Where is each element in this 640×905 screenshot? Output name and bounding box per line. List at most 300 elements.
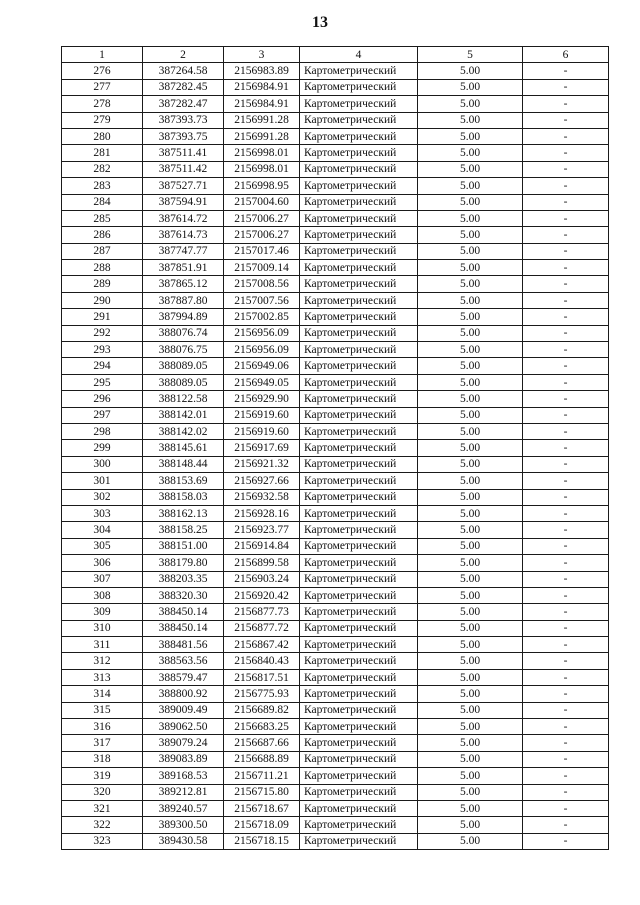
x-coordinate-cell: 388158.03 [143, 489, 224, 505]
x-coordinate-cell: 387511.42 [143, 161, 224, 177]
accuracy-cell: 5.00 [418, 637, 523, 653]
note-cell: - [523, 260, 609, 276]
table-row [62, 456, 609, 472]
table-row [62, 243, 609, 259]
x-coordinate-cell: 388481.56 [143, 637, 224, 653]
x-coordinate-cell: 388162.13 [143, 505, 224, 521]
method-cell: Картометрический [300, 243, 418, 259]
y-coordinate-cell: 2156949.05 [224, 374, 300, 390]
table-row [62, 423, 609, 439]
note-cell: - [523, 505, 609, 521]
method-cell: Картометрический [300, 686, 418, 702]
x-coordinate-cell: 388142.01 [143, 407, 224, 423]
point-number-cell: 289 [62, 276, 143, 292]
y-coordinate-cell: 2156867.42 [224, 637, 300, 653]
method-cell: Картометрический [300, 637, 418, 653]
method-cell: Картометрический [300, 227, 418, 243]
table-row [62, 79, 609, 95]
header-cell: 1 [62, 47, 143, 63]
method-cell: Картометрический [300, 374, 418, 390]
y-coordinate-cell: 2157008.56 [224, 276, 300, 292]
y-coordinate-cell: 2156877.73 [224, 604, 300, 620]
x-coordinate-cell: 388122.58 [143, 391, 224, 407]
accuracy-cell: 5.00 [418, 735, 523, 751]
accuracy-cell: 5.00 [418, 358, 523, 374]
note-cell: - [523, 79, 609, 95]
note-cell: - [523, 391, 609, 407]
accuracy-cell: 5.00 [418, 178, 523, 194]
note-cell: - [523, 620, 609, 636]
x-coordinate-cell: 388089.05 [143, 358, 224, 374]
x-coordinate-cell: 388320.30 [143, 587, 224, 603]
x-coordinate-cell: 387393.75 [143, 128, 224, 144]
note-cell: - [523, 555, 609, 571]
note-cell: - [523, 145, 609, 161]
table-row [62, 358, 609, 374]
method-cell: Картометрический [300, 391, 418, 407]
table-row [62, 210, 609, 226]
y-coordinate-cell: 2156928.16 [224, 505, 300, 521]
method-cell: Картометрический [300, 817, 418, 833]
x-coordinate-cell: 388076.74 [143, 325, 224, 341]
method-cell: Картометрический [300, 63, 418, 79]
note-cell: - [523, 243, 609, 259]
note-cell: - [523, 522, 609, 538]
accuracy-cell: 5.00 [418, 555, 523, 571]
accuracy-cell: 5.00 [418, 800, 523, 816]
accuracy-cell: 5.00 [418, 833, 523, 849]
x-coordinate-cell: 389083.89 [143, 751, 224, 767]
note-cell: - [523, 276, 609, 292]
point-number-cell: 321 [62, 800, 143, 816]
x-coordinate-cell: 388148.44 [143, 456, 224, 472]
point-number-cell: 304 [62, 522, 143, 538]
y-coordinate-cell: 2156840.43 [224, 653, 300, 669]
method-cell: Картометрический [300, 292, 418, 308]
note-cell: - [523, 800, 609, 816]
table-row [62, 260, 609, 276]
point-number-cell: 296 [62, 391, 143, 407]
method-cell: Картометрический [300, 473, 418, 489]
method-cell: Картометрический [300, 407, 418, 423]
y-coordinate-cell: 2157006.27 [224, 227, 300, 243]
note-cell: - [523, 735, 609, 751]
point-number-cell: 319 [62, 768, 143, 784]
accuracy-cell: 5.00 [418, 292, 523, 308]
table-header-row [62, 47, 609, 63]
method-cell: Картометрический [300, 276, 418, 292]
x-coordinate-cell: 389300.50 [143, 817, 224, 833]
table-row [62, 604, 609, 620]
y-coordinate-cell: 2156991.28 [224, 112, 300, 128]
header-cell: 6 [523, 47, 609, 63]
point-number-cell: 318 [62, 751, 143, 767]
method-cell: Картометрический [300, 194, 418, 210]
table-row [62, 473, 609, 489]
x-coordinate-cell: 387747.77 [143, 243, 224, 259]
x-coordinate-cell: 388142.02 [143, 423, 224, 439]
accuracy-cell: 5.00 [418, 538, 523, 554]
x-coordinate-cell: 389430.58 [143, 833, 224, 849]
point-number-cell: 306 [62, 555, 143, 571]
point-number-cell: 281 [62, 145, 143, 161]
point-number-cell: 300 [62, 456, 143, 472]
note-cell: - [523, 833, 609, 849]
y-coordinate-cell: 2156718.15 [224, 833, 300, 849]
note-cell: - [523, 686, 609, 702]
table-row [62, 538, 609, 554]
table-row [62, 128, 609, 144]
method-cell: Картометрический [300, 702, 418, 718]
note-cell: - [523, 227, 609, 243]
point-number-cell: 283 [62, 178, 143, 194]
point-number-cell: 317 [62, 735, 143, 751]
point-number-cell: 288 [62, 260, 143, 276]
method-cell: Картометрический [300, 620, 418, 636]
note-cell: - [523, 571, 609, 587]
y-coordinate-cell: 2157017.46 [224, 243, 300, 259]
method-cell: Картометрический [300, 210, 418, 226]
method-cell: Картометрический [300, 604, 418, 620]
method-cell: Картометрический [300, 751, 418, 767]
x-coordinate-cell: 387527.71 [143, 178, 224, 194]
table-row [62, 63, 609, 79]
accuracy-cell: 5.00 [418, 505, 523, 521]
point-number-cell: 298 [62, 423, 143, 439]
accuracy-cell: 5.00 [418, 210, 523, 226]
note-cell: - [523, 489, 609, 505]
accuracy-cell: 5.00 [418, 63, 523, 79]
method-cell: Картометрический [300, 571, 418, 587]
header-cell: 2 [143, 47, 224, 63]
table-row [62, 719, 609, 735]
method-cell: Картометрический [300, 538, 418, 554]
y-coordinate-cell: 2156991.28 [224, 128, 300, 144]
accuracy-cell: 5.00 [418, 276, 523, 292]
accuracy-cell: 5.00 [418, 702, 523, 718]
method-cell: Картометрический [300, 800, 418, 816]
y-coordinate-cell: 2156929.90 [224, 391, 300, 407]
note-cell: - [523, 784, 609, 800]
point-number-cell: 278 [62, 96, 143, 112]
point-number-cell: 282 [62, 161, 143, 177]
table-row [62, 112, 609, 128]
point-number-cell: 280 [62, 128, 143, 144]
y-coordinate-cell: 2156914.84 [224, 538, 300, 554]
point-number-cell: 314 [62, 686, 143, 702]
y-coordinate-cell: 2156932.58 [224, 489, 300, 505]
accuracy-cell: 5.00 [418, 473, 523, 489]
method-cell: Картометрический [300, 309, 418, 325]
x-coordinate-cell: 388153.69 [143, 473, 224, 489]
x-coordinate-cell: 387614.73 [143, 227, 224, 243]
method-cell: Картометрический [300, 587, 418, 603]
accuracy-cell: 5.00 [418, 768, 523, 784]
note-cell: - [523, 194, 609, 210]
x-coordinate-cell: 389062.50 [143, 719, 224, 735]
x-coordinate-cell: 388089.05 [143, 374, 224, 390]
x-coordinate-cell: 388158.25 [143, 522, 224, 538]
y-coordinate-cell: 2156984.91 [224, 96, 300, 112]
x-coordinate-cell: 389168.53 [143, 768, 224, 784]
accuracy-cell: 5.00 [418, 440, 523, 456]
table-row [62, 571, 609, 587]
note-cell: - [523, 637, 609, 653]
y-coordinate-cell: 2156718.09 [224, 817, 300, 833]
point-number-cell: 303 [62, 505, 143, 521]
x-coordinate-cell: 387851.91 [143, 260, 224, 276]
point-number-cell: 290 [62, 292, 143, 308]
table-row [62, 784, 609, 800]
point-number-cell: 322 [62, 817, 143, 833]
method-cell: Картометрический [300, 489, 418, 505]
accuracy-cell: 5.00 [418, 325, 523, 341]
table-row [62, 505, 609, 521]
method-cell: Картометрический [300, 784, 418, 800]
accuracy-cell: 5.00 [418, 145, 523, 161]
accuracy-cell: 5.00 [418, 669, 523, 685]
accuracy-cell: 5.00 [418, 96, 523, 112]
point-number-cell: 287 [62, 243, 143, 259]
method-cell: Картометрический [300, 161, 418, 177]
x-coordinate-cell: 387264.58 [143, 63, 224, 79]
point-number-cell: 316 [62, 719, 143, 735]
table-row [62, 522, 609, 538]
accuracy-cell: 5.00 [418, 522, 523, 538]
table-row [62, 833, 609, 849]
note-cell: - [523, 587, 609, 603]
point-number-cell: 299 [62, 440, 143, 456]
table-row [62, 178, 609, 194]
table-row [62, 587, 609, 603]
y-coordinate-cell: 2156917.69 [224, 440, 300, 456]
accuracy-cell: 5.00 [418, 571, 523, 587]
method-cell: Картометрический [300, 522, 418, 538]
table-row [62, 686, 609, 702]
method-cell: Картометрический [300, 358, 418, 374]
table-row [62, 653, 609, 669]
point-number-cell: 301 [62, 473, 143, 489]
method-cell: Картометрический [300, 96, 418, 112]
x-coordinate-cell: 388151.00 [143, 538, 224, 554]
coordinates-table [61, 46, 609, 850]
note-cell: - [523, 63, 609, 79]
header-cell: 4 [300, 47, 418, 63]
x-coordinate-cell: 388563.56 [143, 653, 224, 669]
note-cell: - [523, 669, 609, 685]
point-number-cell: 307 [62, 571, 143, 587]
method-cell: Картометрический [300, 423, 418, 439]
point-number-cell: 315 [62, 702, 143, 718]
note-cell: - [523, 653, 609, 669]
method-cell: Картометрический [300, 768, 418, 784]
table-row [62, 555, 609, 571]
point-number-cell: 295 [62, 374, 143, 390]
x-coordinate-cell: 388579.47 [143, 669, 224, 685]
method-cell: Картометрический [300, 440, 418, 456]
method-cell: Картометрический [300, 342, 418, 358]
note-cell: - [523, 358, 609, 374]
note-cell: - [523, 702, 609, 718]
note-cell: - [523, 604, 609, 620]
point-number-cell: 308 [62, 587, 143, 603]
x-coordinate-cell: 388800.92 [143, 686, 224, 702]
point-number-cell: 277 [62, 79, 143, 95]
x-coordinate-cell: 388076.75 [143, 342, 224, 358]
y-coordinate-cell: 2156903.24 [224, 571, 300, 587]
point-number-cell: 284 [62, 194, 143, 210]
note-cell: - [523, 538, 609, 554]
table-row [62, 669, 609, 685]
accuracy-cell: 5.00 [418, 342, 523, 358]
x-coordinate-cell: 387282.47 [143, 96, 224, 112]
point-number-cell: 286 [62, 227, 143, 243]
method-cell: Картометрический [300, 128, 418, 144]
table-body [62, 63, 609, 850]
y-coordinate-cell: 2156927.66 [224, 473, 300, 489]
accuracy-cell: 5.00 [418, 587, 523, 603]
y-coordinate-cell: 2156998.01 [224, 145, 300, 161]
table-row [62, 751, 609, 767]
x-coordinate-cell: 387865.12 [143, 276, 224, 292]
table-row [62, 735, 609, 751]
table-row [62, 96, 609, 112]
y-coordinate-cell: 2156949.06 [224, 358, 300, 374]
y-coordinate-cell: 2156956.09 [224, 325, 300, 341]
accuracy-cell: 5.00 [418, 128, 523, 144]
table-row [62, 391, 609, 407]
accuracy-cell: 5.00 [418, 309, 523, 325]
accuracy-cell: 5.00 [418, 423, 523, 439]
point-number-cell: 293 [62, 342, 143, 358]
y-coordinate-cell: 2156715.80 [224, 784, 300, 800]
y-coordinate-cell: 2156984.91 [224, 79, 300, 95]
y-coordinate-cell: 2156899.58 [224, 555, 300, 571]
point-number-cell: 292 [62, 325, 143, 341]
table-row [62, 374, 609, 390]
table-row [62, 227, 609, 243]
accuracy-cell: 5.00 [418, 604, 523, 620]
accuracy-cell: 5.00 [418, 391, 523, 407]
table-row [62, 817, 609, 833]
point-number-cell: 320 [62, 784, 143, 800]
accuracy-cell: 5.00 [418, 194, 523, 210]
x-coordinate-cell: 387393.73 [143, 112, 224, 128]
y-coordinate-cell: 2156688.89 [224, 751, 300, 767]
note-cell: - [523, 325, 609, 341]
note-cell: - [523, 342, 609, 358]
table-row [62, 342, 609, 358]
x-coordinate-cell: 387887.80 [143, 292, 224, 308]
method-cell: Картометрический [300, 260, 418, 276]
y-coordinate-cell: 2156921.32 [224, 456, 300, 472]
point-number-cell: 323 [62, 833, 143, 849]
table-row [62, 325, 609, 341]
y-coordinate-cell: 2156923.77 [224, 522, 300, 538]
method-cell: Картометрический [300, 456, 418, 472]
y-coordinate-cell: 2156689.82 [224, 702, 300, 718]
note-cell: - [523, 817, 609, 833]
accuracy-cell: 5.00 [418, 260, 523, 276]
note-cell: - [523, 440, 609, 456]
method-cell: Картометрический [300, 505, 418, 521]
accuracy-cell: 5.00 [418, 374, 523, 390]
x-coordinate-cell: 389009.49 [143, 702, 224, 718]
accuracy-cell: 5.00 [418, 407, 523, 423]
y-coordinate-cell: 2157009.14 [224, 260, 300, 276]
y-coordinate-cell: 2156775.93 [224, 686, 300, 702]
note-cell: - [523, 161, 609, 177]
point-number-cell: 313 [62, 669, 143, 685]
y-coordinate-cell: 2156919.60 [224, 407, 300, 423]
table-row [62, 800, 609, 816]
note-cell: - [523, 292, 609, 308]
y-coordinate-cell: 2156687.66 [224, 735, 300, 751]
page-number: 13 [312, 14, 328, 31]
y-coordinate-cell: 2156817.51 [224, 669, 300, 685]
y-coordinate-cell: 2157007.56 [224, 292, 300, 308]
note-cell: - [523, 423, 609, 439]
y-coordinate-cell: 2157004.60 [224, 194, 300, 210]
point-number-cell: 297 [62, 407, 143, 423]
method-cell: Картометрический [300, 178, 418, 194]
note-cell: - [523, 473, 609, 489]
accuracy-cell: 5.00 [418, 686, 523, 702]
x-coordinate-cell: 389079.24 [143, 735, 224, 751]
table-row [62, 145, 609, 161]
note-cell: - [523, 751, 609, 767]
point-number-cell: 309 [62, 604, 143, 620]
x-coordinate-cell: 389212.81 [143, 784, 224, 800]
method-cell: Картометрический [300, 833, 418, 849]
y-coordinate-cell: 2156683.25 [224, 719, 300, 735]
method-cell: Картометрический [300, 653, 418, 669]
x-coordinate-cell: 387994.89 [143, 309, 224, 325]
accuracy-cell: 5.00 [418, 489, 523, 505]
note-cell: - [523, 374, 609, 390]
accuracy-cell: 5.00 [418, 817, 523, 833]
point-number-cell: 276 [62, 63, 143, 79]
point-number-cell: 311 [62, 637, 143, 653]
note-cell: - [523, 112, 609, 128]
accuracy-cell: 5.00 [418, 784, 523, 800]
table-row [62, 489, 609, 505]
method-cell: Картометрический [300, 555, 418, 571]
point-number-cell: 302 [62, 489, 143, 505]
table-row [62, 292, 609, 308]
method-cell: Картометрический [300, 735, 418, 751]
note-cell: - [523, 128, 609, 144]
table-row [62, 276, 609, 292]
point-number-cell: 310 [62, 620, 143, 636]
point-number-cell: 305 [62, 538, 143, 554]
header-cell: 3 [224, 47, 300, 63]
x-coordinate-cell: 388450.14 [143, 604, 224, 620]
accuracy-cell: 5.00 [418, 161, 523, 177]
note-cell: - [523, 719, 609, 735]
point-number-cell: 291 [62, 309, 143, 325]
note-cell: - [523, 407, 609, 423]
table-row [62, 637, 609, 653]
method-cell: Картометрический [300, 145, 418, 161]
y-coordinate-cell: 2156919.60 [224, 423, 300, 439]
y-coordinate-cell: 2157006.27 [224, 210, 300, 226]
accuracy-cell: 5.00 [418, 751, 523, 767]
method-cell: Картометрический [300, 79, 418, 95]
table-row [62, 194, 609, 210]
note-cell: - [523, 178, 609, 194]
accuracy-cell: 5.00 [418, 79, 523, 95]
